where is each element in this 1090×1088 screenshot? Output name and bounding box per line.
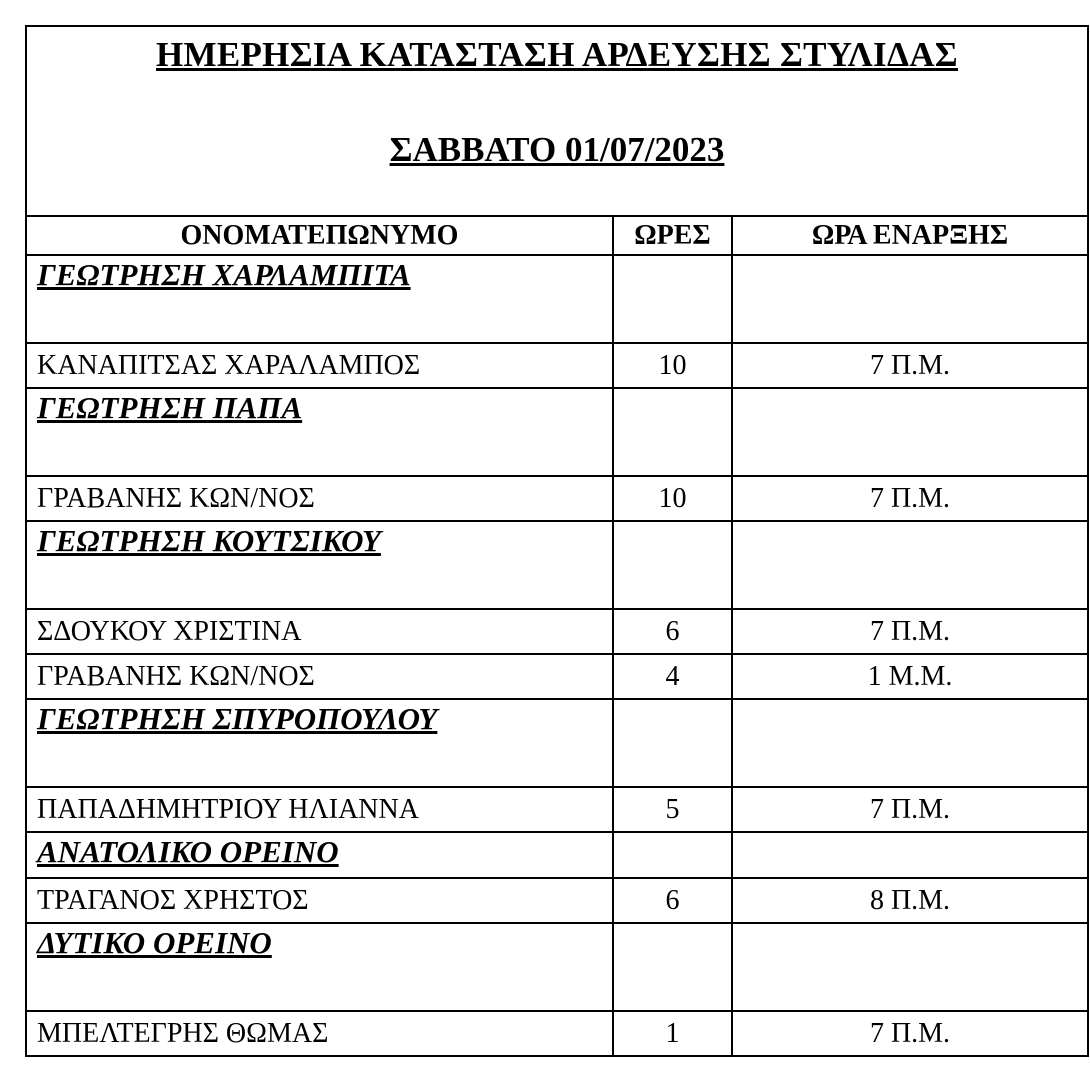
schedule-table: [27, 217, 1087, 1057]
person-hours: 4: [613, 654, 732, 699]
person-name: ΜΠΕΛΤΕΓΡΗΣ ΘΩΜΑΣ: [27, 1011, 613, 1056]
group-name: ΓΕΩΤΡΗΣΗ ΚΟΥΤΣΙΚΟΥ: [27, 521, 613, 609]
group-name: ΔΥΤΙΚΟ ΟΡΕΙΝΟ: [27, 923, 613, 1011]
person-hours: 10: [613, 476, 732, 521]
person-start-time: 7 Π.Μ.: [732, 476, 1087, 521]
group-row: [27, 521, 1087, 609]
group-hours-empty: [613, 521, 732, 609]
group-row: [27, 255, 1087, 343]
group-hours-empty: [613, 388, 732, 476]
person-name: ΚΑΝΑΠΙΤΣΑΣ ΧΑΡΑΛΑΜΠΟΣ: [27, 343, 613, 388]
person-hours: 1: [613, 1011, 732, 1056]
group-hours-empty: [613, 255, 732, 343]
table-row: [27, 787, 1087, 832]
person-start-time: 8 Π.Μ.: [732, 878, 1087, 923]
person-name: ΣΔΟΥΚΟΥ ΧΡΙΣΤΙΝΑ: [27, 609, 613, 654]
column-header-name: ΟΝΟΜΑΤΕΠΩΝΥΜΟ: [27, 217, 613, 255]
group-hours-empty: [613, 923, 732, 1011]
group-hours-empty: [613, 699, 732, 787]
group-start-empty: [732, 388, 1087, 476]
column-header-start: ΩΡΑ ΕΝΑΡΞΗΣ: [732, 217, 1087, 255]
person-start-time: 1 Μ.Μ.: [732, 654, 1087, 699]
group-row: [27, 388, 1087, 476]
person-hours: 10: [613, 343, 732, 388]
person-hours: 6: [613, 609, 732, 654]
table-row: [27, 476, 1087, 521]
group-hours-empty: [613, 832, 732, 878]
group-start-empty: [732, 699, 1087, 787]
table-header-row: [27, 217, 1087, 255]
group-row: [27, 832, 1087, 878]
group-start-empty: [732, 923, 1087, 1011]
document-date: ΣΑΒΒΑΤΟ 01/07/2023: [389, 130, 725, 169]
group-name: ΑΝΑΤΟΛΙΚΟ ΟΡΕΙΝΟ: [27, 832, 613, 878]
person-hours: 6: [613, 878, 732, 923]
group-name: ΓΕΩΤΡΗΣΗ ΣΠΥΡΟΠΟΥΛΟΥ: [27, 699, 613, 787]
title-block: [27, 27, 1087, 217]
person-start-time: 7 Π.Μ.: [732, 1011, 1087, 1056]
irrigation-schedule-document: [25, 25, 1089, 1057]
group-row: [27, 923, 1087, 1011]
table-row: [27, 609, 1087, 654]
person-name: ΓΡΑΒΑΝΗΣ ΚΩΝ/ΝΟΣ: [27, 654, 613, 699]
group-start-empty: [732, 832, 1087, 878]
person-start-time: 7 Π.Μ.: [732, 609, 1087, 654]
group-start-empty: [732, 521, 1087, 609]
table-row: [27, 654, 1087, 699]
group-name: ΓΕΩΤΡΗΣΗ ΠΑΠΑ: [27, 388, 613, 476]
person-name: ΠΑΠΑΔΗΜΗΤΡΙΟΥ ΗΛΙΑΝΝΑ: [27, 787, 613, 832]
table-row: [27, 1011, 1087, 1056]
group-start-empty: [732, 255, 1087, 343]
person-start-time: 7 Π.Μ.: [732, 787, 1087, 832]
person-start-time: 7 Π.Μ.: [732, 343, 1087, 388]
group-name: ΓΕΩΤΡΗΣΗ ΧΑΡΛΑΜΠΙΤΑ: [27, 255, 613, 343]
document-title: ΗΜΕΡΗΣΙΑ ΚΑΤΑΣΤΑΣΗ ΑΡΔΕΥΣΗΣ ΣΤΥΛΙΔΑΣ: [156, 35, 958, 74]
table-row: [27, 343, 1087, 388]
group-row: [27, 699, 1087, 787]
person-name: ΓΡΑΒΑΝΗΣ ΚΩΝ/ΝΟΣ: [27, 476, 613, 521]
column-header-hours: ΩΡΕΣ: [613, 217, 732, 255]
table-row: [27, 878, 1087, 923]
person-name: ΤΡΑΓΑΝΟΣ ΧΡΗΣΤΟΣ: [27, 878, 613, 923]
person-hours: 5: [613, 787, 732, 832]
